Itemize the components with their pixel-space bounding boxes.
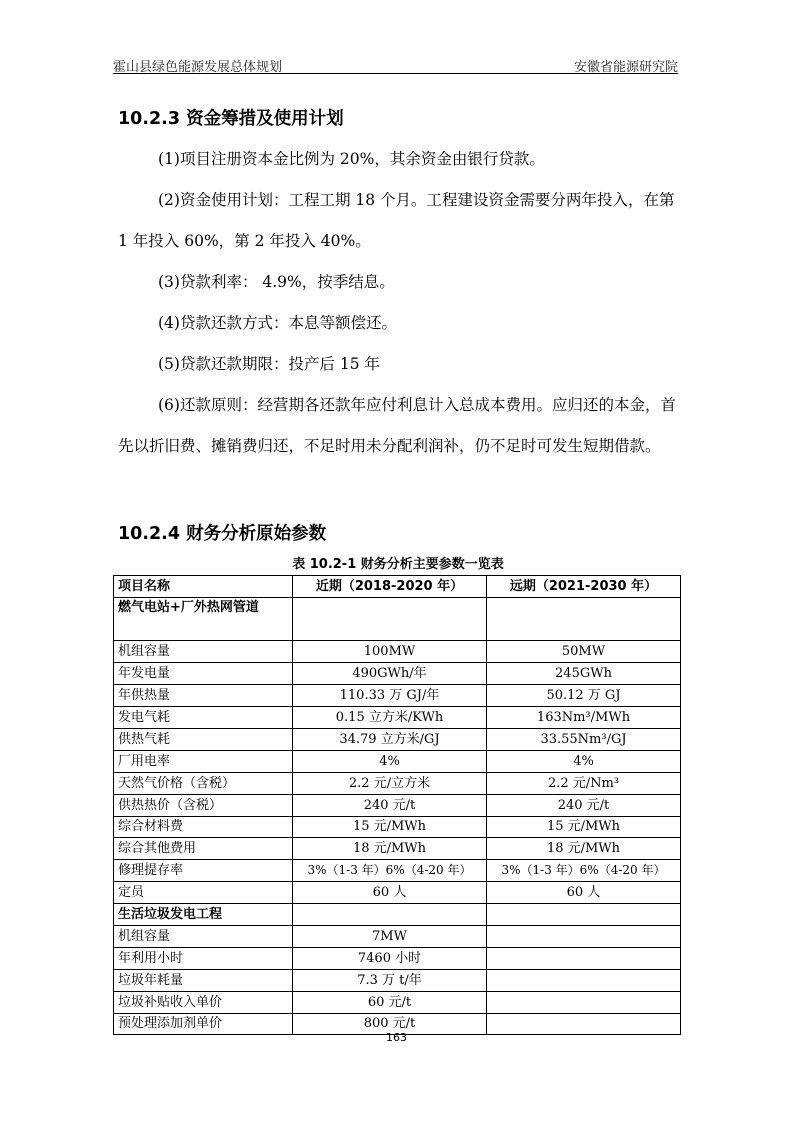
table-row	[114, 772, 681, 794]
table-row	[114, 860, 681, 882]
paragraph-item-1	[118, 139, 678, 180]
row-label: 机组容量	[114, 641, 293, 663]
table-row	[114, 947, 681, 969]
table-cell	[487, 947, 681, 969]
paragraph-text: (2)资金使用计划：工程工期 18 个月。工程建设资金需要分两年投入，在第 1 年投入 60%，第 2 年投入 40%。	[118, 191, 675, 250]
table-row	[114, 663, 681, 685]
row-label: 修理提存率	[114, 860, 293, 882]
section-heading-funding: 10.2.3 资金筹措及使用计划	[118, 109, 344, 129]
column-header: 项目名称	[114, 576, 293, 598]
table-cell: 18 元/MWh	[487, 838, 681, 860]
table-cell: 50.12 万 GJ	[487, 685, 681, 707]
table-row	[114, 816, 681, 838]
table-cell: 800 元/t	[293, 1013, 487, 1035]
paragraph-item-4	[118, 303, 678, 344]
column-header: 远期（2021-2030 年）	[487, 576, 681, 598]
table-cell	[487, 925, 681, 947]
table-cell	[487, 969, 681, 991]
table-cell: 60 元/t	[293, 991, 487, 1013]
row-label: 年发电量	[114, 663, 293, 685]
paragraph-text: (4)贷款还款方式：本息等额偿还。	[158, 314, 397, 332]
table-cell: 163Nm³/MWh	[487, 707, 681, 729]
paragraph-text: (3)贷款利率： 4.9%，按季结息。	[158, 273, 395, 291]
table-header-row	[114, 576, 681, 598]
paragraph-item-3	[118, 262, 678, 303]
row-label: 供热热价（含税）	[114, 794, 293, 816]
header-document-title: 霍山县绿色能源发展总体规划	[113, 60, 283, 75]
table-cell: 110.33 万 GJ/年	[293, 685, 487, 707]
table-caption: 表 10.2-1 财务分析主要参数一览表	[292, 557, 504, 572]
header-organization: 安徽省能源研究院	[573, 60, 678, 75]
table-cell: 15 元/MWh	[293, 816, 487, 838]
table-row	[114, 685, 681, 707]
row-label: 厂用电率	[114, 750, 293, 772]
table-row	[114, 969, 681, 991]
table-cell: 490GWh/年	[293, 663, 487, 685]
table-cell	[487, 991, 681, 1013]
table-cell: 33.55Nm³/GJ	[487, 728, 681, 750]
row-label: 年供热量	[114, 685, 293, 707]
header-divider	[113, 73, 678, 74]
table-row	[114, 991, 681, 1013]
row-label: 发电气耗	[114, 707, 293, 729]
table-cell: 0.15 立方米/KWh	[293, 707, 487, 729]
row-label: 综合其他费用	[114, 838, 293, 860]
row-label: 机组容量	[114, 925, 293, 947]
paragraph-item-2	[118, 180, 678, 262]
table-cell: 60 人	[293, 882, 487, 904]
section-label-cell: 生活垃圾发电工程	[114, 904, 293, 926]
table-cell	[293, 904, 487, 926]
table-cell: 240 元/t	[293, 794, 487, 816]
table-row	[114, 838, 681, 860]
table-cell: 7.3 万 t/年	[293, 969, 487, 991]
paragraph-text: (6)还款原则：经营期各还款年应付利息计入总成本费用。应归还的本金，首先以折旧费、摊销费归还，不足时用未分配利润补，仍不足时可发生短期借款。	[118, 396, 676, 455]
table-cell: 2.2 元/立方米	[293, 772, 487, 794]
table-row	[114, 728, 681, 750]
row-label: 预处理添加剂单价	[114, 1013, 293, 1035]
table-cell: 3%（1-3 年）6%（4-20 年）	[487, 860, 681, 882]
paragraph-item-5	[118, 344, 678, 385]
financial-parameters-table	[113, 575, 681, 1035]
row-label: 垃圾补贴收入单价	[114, 991, 293, 1013]
table-row	[114, 794, 681, 816]
table-cell: 2.2 元/Nm³	[487, 772, 681, 794]
paragraph-text: (1)项目注册资本金比例为 20%，其余资金由银行贷款。	[158, 150, 545, 168]
table-cell: 3%（1-3 年）6%（4-20 年）	[293, 860, 487, 882]
table-row	[114, 641, 681, 663]
table-cell: 4%	[293, 750, 487, 772]
table-cell: 50MW	[487, 641, 681, 663]
table-row	[114, 707, 681, 729]
table-cell: 15 元/MWh	[487, 816, 681, 838]
row-label: 垃圾年耗量	[114, 969, 293, 991]
table-section-row	[114, 904, 681, 926]
table-cell: 240 元/t	[487, 794, 681, 816]
page-number: 163	[386, 1031, 407, 1044]
table-cell: 245GWh	[487, 663, 681, 685]
row-label: 供热气耗	[114, 728, 293, 750]
table-cell: 60 人	[487, 882, 681, 904]
paragraph-item-6	[118, 385, 678, 467]
table-cell: 7MW	[293, 925, 487, 947]
section-label-cell: 燃气电站+厂外热网管道	[114, 597, 293, 641]
table-cell: 4%	[487, 750, 681, 772]
section-heading-financial-params: 10.2.4 财务分析原始参数	[118, 524, 327, 544]
table-row	[114, 882, 681, 904]
table-cell: 18 元/MWh	[293, 838, 487, 860]
table-row	[114, 750, 681, 772]
column-header: 近期（2018-2020 年）	[293, 576, 487, 598]
table-cell: 34.79 立方米/GJ	[293, 728, 487, 750]
row-label: 年利用小时	[114, 947, 293, 969]
table-cell: 7460 小时	[293, 947, 487, 969]
table-row	[114, 925, 681, 947]
table-cell	[293, 597, 487, 641]
table-cell	[487, 904, 681, 926]
row-label: 综合材料费	[114, 816, 293, 838]
table-cell: 100MW	[293, 641, 487, 663]
row-label: 天然气价格（含税）	[114, 772, 293, 794]
table-cell	[487, 597, 681, 641]
page-header	[113, 52, 678, 76]
table-section-row	[114, 597, 681, 641]
row-label: 定员	[114, 882, 293, 904]
paragraph-text: (5)贷款还款期限：投产后 15 年	[158, 355, 381, 373]
